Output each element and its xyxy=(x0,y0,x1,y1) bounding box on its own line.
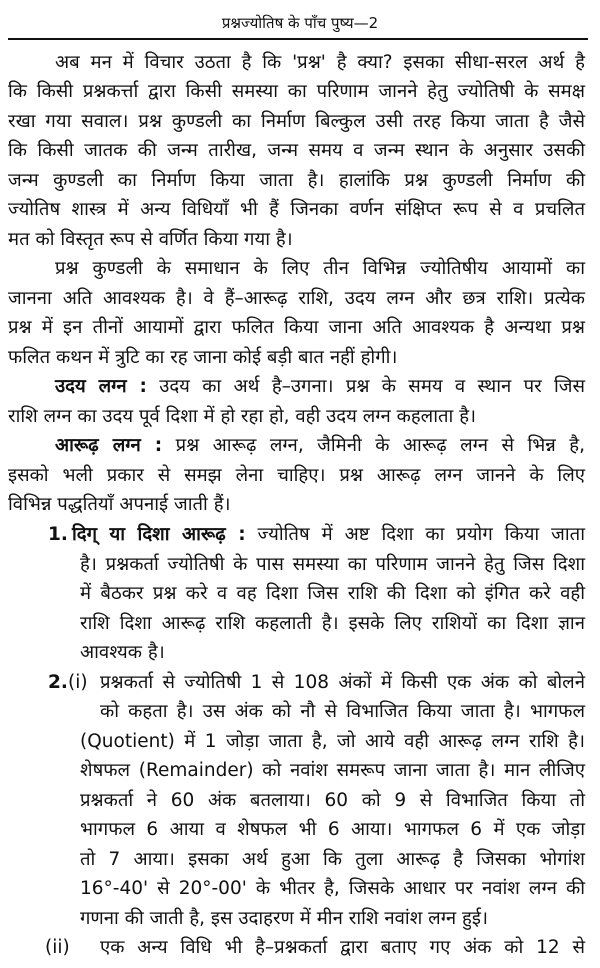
text-line xyxy=(55,375,585,399)
text-span: ज्योतिष में अष्ट दिशा का प्रयोग किया जाता xyxy=(257,524,585,545)
text-line: है। प्रश्नकर्ता ज्योतिषी के पास समस्या का परिणाम जानने हेतु जिस दिशा xyxy=(80,554,585,575)
text-line: तो 7 आया। इसका अर्थ हुआ कि तुला आरूढ़ है जिसका भोगांश xyxy=(80,849,585,870)
text-line: अब मन में विचार उठता है कि 'प्रश्न' है क्या? इसका सीधा-सरल अर्थ है xyxy=(55,52,585,73)
text-line: जानना अति आवश्यक है। वे हैं–आरूढ़ राशि, उदय लग्न और छत्र राशि। प्रत्येक xyxy=(8,288,585,309)
text-line: विभिन्न पद्धतियाँ अपनाई जाती हैं। xyxy=(8,494,231,515)
text-line: इसको भली प्रकार से समझ लेना चाहिए। प्रश्न आरूढ़ लग्न जानने के लिए xyxy=(8,465,585,486)
text-line: कि किसी प्रश्नकर्त्ता द्वारा किसी समस्या का परिणाम जानने हेतु ज्योतिषी के समक्ष xyxy=(8,81,585,102)
text-line: राशि दिशा आरूढ़ राशि कहलाती है। इसके लिए राशियों का दिशा ज्ञान xyxy=(80,613,585,634)
text-span: उदय का अर्थ है–उगना। प्रश्न के समय व स्थान पर जिस xyxy=(159,376,585,397)
heading-dig-aarudh: दिग् या दिशा आरूढ़ : xyxy=(72,524,246,545)
text-line: (Quotient) में 1 जोड़ा जाता है, जो आये वही आरूढ़ लग्न राशि है। xyxy=(80,731,585,752)
text-line: प्रश्न कुण्डली के समाधान के लिए तीन विभिन्न ज्योतिषीय आयामों का xyxy=(55,258,585,279)
heading-udaya-lagna: उदय लग्न : xyxy=(55,376,147,397)
text-line: ज्योतिष शास्त्र में अन्य विधियाँ भी हैं जिनका वर्णन संक्षिप्त रूप से व प्रचलित xyxy=(8,199,585,220)
text-line: को कहता है। उस अंक को नौ से विभाजित किया जाता है। भागफल xyxy=(100,701,585,722)
text-line xyxy=(55,434,585,458)
sub-marker-ii: (ii) xyxy=(45,937,70,958)
text-line: कि किसी जातक की जन्म तारीख, जन्म समय व जन्म स्थान के अनुसार उसकी xyxy=(8,140,585,161)
text-line: प्रश्न में इन तीनों आयामों द्वारा फलित किया जाना अति आवश्यक है अन्यथा प्रश्न xyxy=(8,317,585,338)
sub-marker-i: (i) xyxy=(68,672,88,693)
running-header: प्रश्नज्योतिष के पाँच पुष्य—2 xyxy=(221,14,379,32)
text-line: आवश्यक है। xyxy=(80,642,165,663)
text-line: फलित कथन में त्रुटि का रह जाना कोई बड़ी बात नहीं होगी। xyxy=(8,347,398,368)
list-number-2: 2. xyxy=(48,672,68,693)
text-line: रखा गया सवाल। प्रश्न कुण्डली का निर्माण बिल्कुल उसी तरह किया जाता है जैसे xyxy=(8,111,585,132)
list-number-1: 1. xyxy=(48,524,68,545)
text-line: में बैठकर प्रश्न करे व वह दिशा जिस राशि की दिशा को इंगित करे वही xyxy=(80,583,585,604)
text-span: प्रश्न आरूढ़ लग्न, जैमिनी के आरूढ़ लग्न से भिन्न है, xyxy=(175,435,585,456)
text-line: प्रश्नकर्ता से ज्योतिषी 1 से 108 अंकों में किसी एक अंक को बोलने xyxy=(100,672,585,693)
text-line: गणना की जाती है, इस उदाहरण में मीन राशि नवांश लग्न हुई। xyxy=(80,908,488,929)
text-line xyxy=(72,523,585,547)
header-rule xyxy=(8,38,588,40)
text-line: राशि लग्न का उदय पूर्व दिशा में हो रहा हो, वही उदय लग्न कहलाता है। xyxy=(8,406,477,427)
text-line: भागफल 6 आया व शेषफल भी 6 आया। भागफल 6 में एक जोड़ा xyxy=(80,819,585,840)
text-line: प्रश्नकर्ता ने 60 अंक बतलाया। 60 को 9 से विभाजित किया तो xyxy=(80,790,585,811)
text-line: शेषफल (Remainder) को नवांश समरूप जाना जाता है। मान लीजिए xyxy=(80,760,585,781)
text-line: मत को विस्तृत रूप से वर्णित किया गया है। xyxy=(8,229,293,250)
text-line: 16°-40' से 20°-00' के भीतर है, जिसके आधार पर नवांश लग्न की xyxy=(80,878,585,899)
heading-aarudh-lagna: आरूढ़ लग्न : xyxy=(55,435,163,456)
text-line: जन्म कुण्डली का निर्माण किया जाता है। हालांकि प्रश्न कुण्डली निर्माण की xyxy=(8,170,585,191)
text-line: एक अन्य विधि भी है–प्रश्नकर्ता द्वारा बताए गए अंक को 12 से xyxy=(100,937,585,958)
